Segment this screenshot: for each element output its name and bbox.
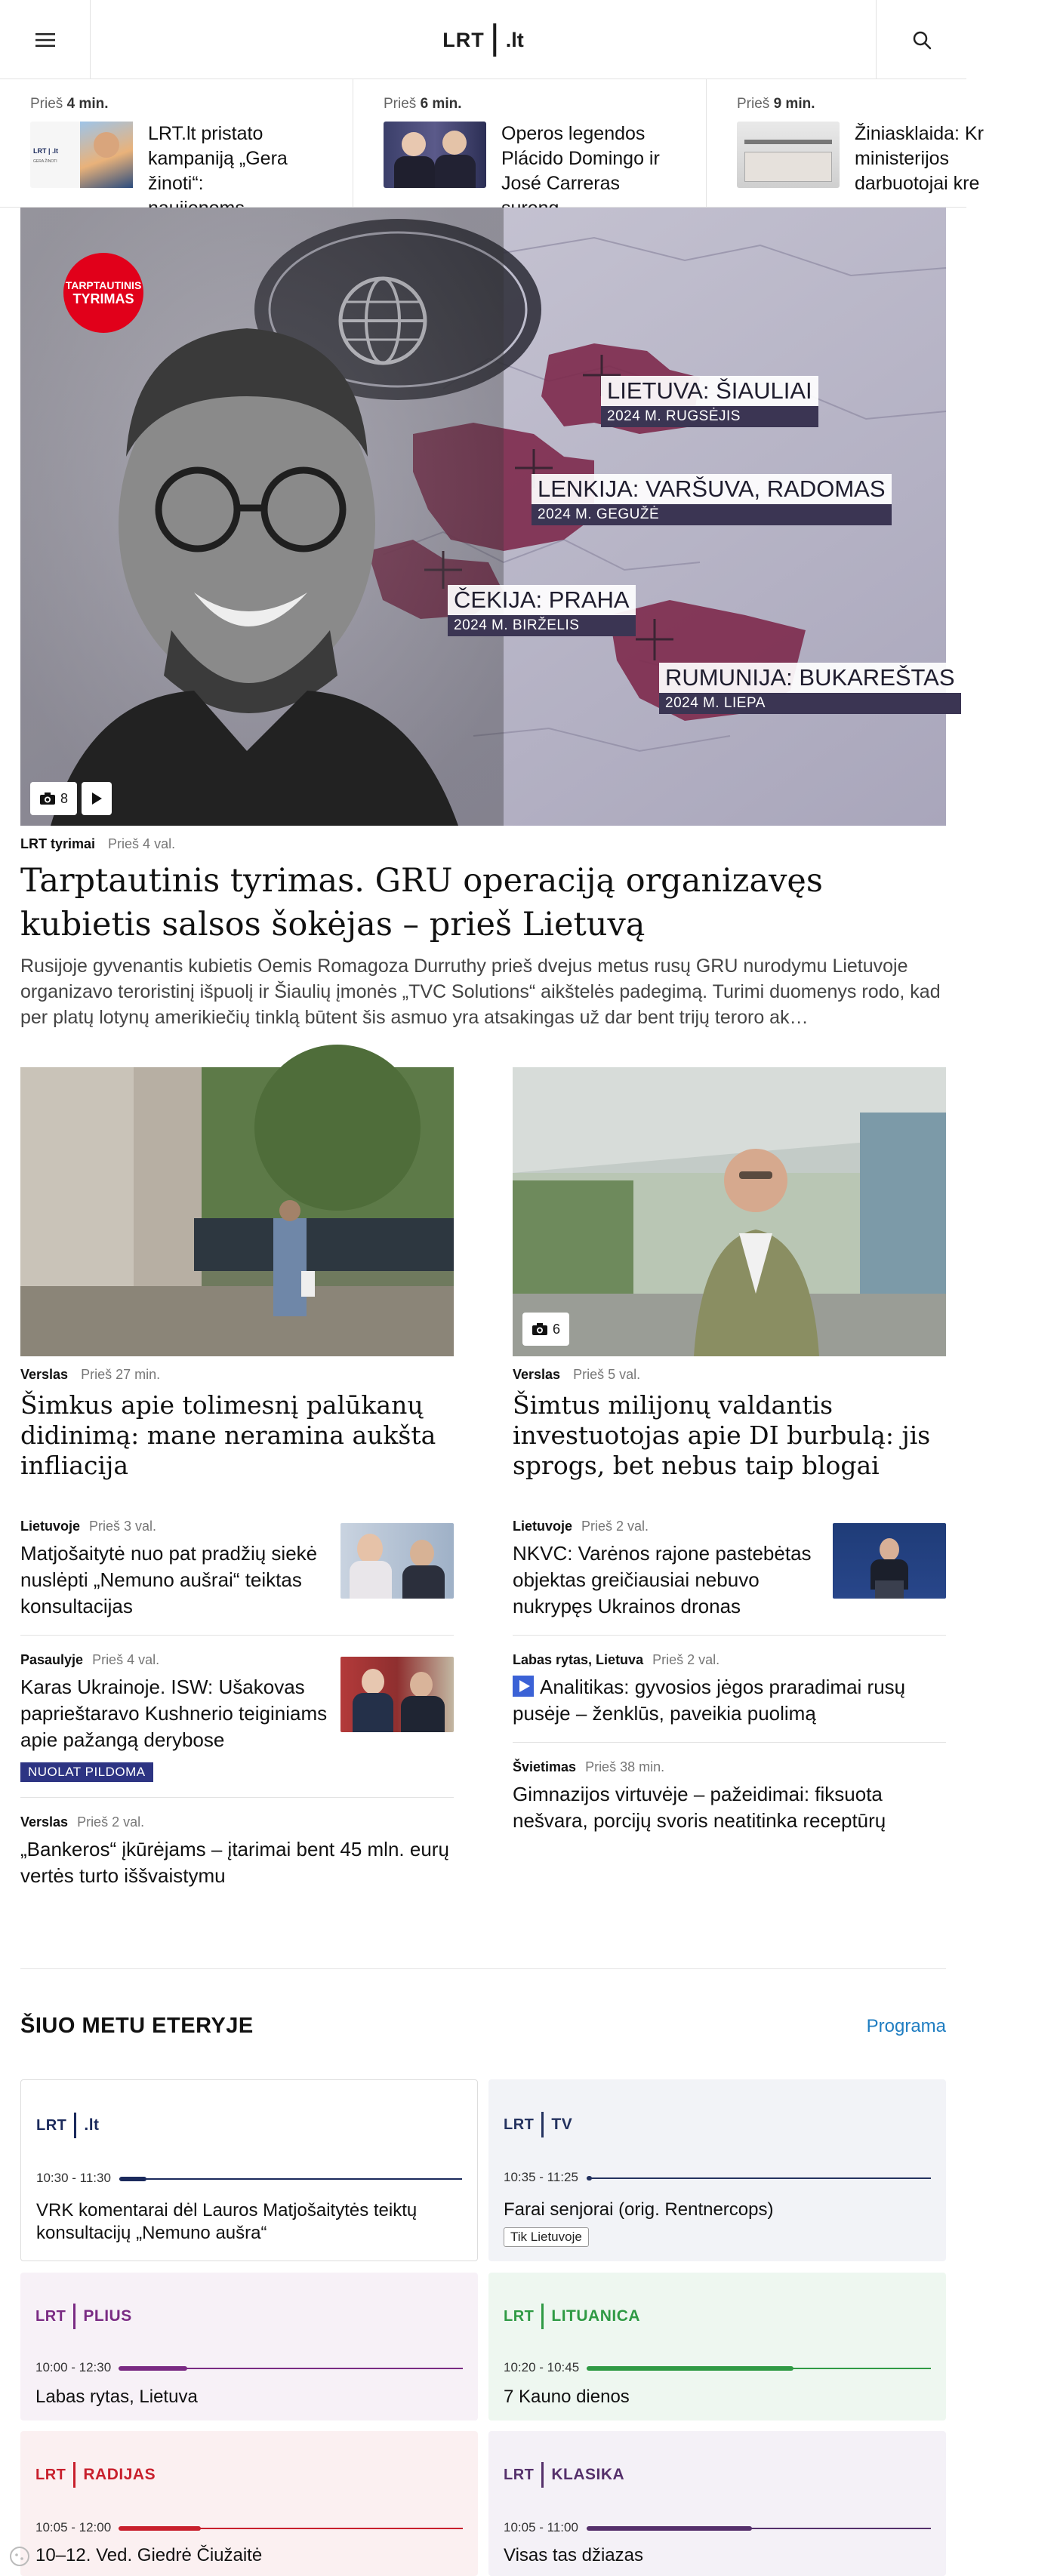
hamburger-menu-icon [35,32,55,48]
photo-count: 6 [553,1321,561,1337]
article-time: Prieš 2 val. [77,1814,145,1830]
article-thumbnail [340,1523,454,1599]
channel-logo: LRT LITUANICA [504,2303,640,2330]
site-logo[interactable] [442,24,523,56]
article-time: Prieš 4 val. [108,836,176,851]
latest-item[interactable] [0,79,353,207]
channel-logo: LRT TV [504,2111,572,2138]
article-meta [20,1367,454,1383]
article-category[interactable]: LRT tyrimai [20,836,96,851]
cookie-settings-icon[interactable] [0,2531,45,2576]
show-progress [587,2368,931,2369]
article-title[interactable]: Šimtus milijonų valdantis investuotojas apie DI burbulą: jis sprogs, bet nebus taip blogai [513,1390,931,1480]
article-meta [513,1367,946,1383]
news-item[interactable] [513,1636,946,1743]
show-progress [587,2177,931,2179]
article-category[interactable]: Verslas [20,1814,69,1830]
latest-time: Prieš 4 min. [30,96,109,112]
latest-time: Prieš 6 min. [384,96,462,112]
gallery-badge[interactable] [30,782,77,815]
channel-logo: LRT .lt [36,2112,100,2139]
article-category[interactable]: Lietuvoje [513,1519,573,1534]
article-category[interactable]: Lietuvoje [20,1519,81,1534]
article-time: Prieš 2 val. [652,1652,720,1667]
video-play-icon [513,1676,534,1697]
article-time: Prieš 4 val. [92,1652,160,1667]
article-title[interactable]: „Bankeros“ įkūrėjams – įtarimai bent 45 mln. eurų vertės turto iššvaistymu [20,1838,449,1887]
article-category[interactable]: Švietimas [513,1759,577,1774]
show-time: 10:30 - 11:30 [36,2171,111,2185]
article-time: Prieš 5 val. [573,1367,641,1382]
article-title[interactable]: Analitikas: gyvosios jėgos praradimai rusų pusėje – ženklūs, paveikia puolimą [513,1676,906,1725]
channel-tile-plius[interactable] [20,2273,478,2421]
video-badge[interactable] [82,782,112,815]
article-category[interactable]: Labas rytas, Lietuva [513,1652,644,1667]
menu-button[interactable] [0,0,91,79]
news-item[interactable] [20,1798,454,1904]
show-time: 10:35 - 11:25 [504,2170,578,2184]
hero-meta [20,836,175,852]
article-image[interactable] [513,1067,946,1356]
channel-tile-radijas[interactable] [20,2431,478,2576]
show-title: Visas tas džiazas [504,2545,643,2565]
article-title[interactable]: Šimkus apie tolimesnį palūkanų didinimą: mane neramina aukšta infliacija [20,1390,436,1480]
news-item[interactable] [20,1502,454,1636]
latest-news-strip [0,79,984,208]
show-time: 10:05 - 12:00 [35,2520,112,2534]
channel-logo: LRT RADIJAS [35,2461,156,2488]
article-time: Prieš 38 min. [585,1759,665,1774]
news-item[interactable] [20,1636,454,1798]
show-title: 7 Kauno dienos [504,2387,630,2407]
channel-tile-lt[interactable] [20,2079,478,2261]
street-photo [20,1067,454,1356]
program-link[interactable]: Programa [866,2016,946,2036]
section-divider [20,1968,946,1969]
logo-divider [494,23,497,57]
channel-logo: LRT KLASIKA [504,2461,624,2488]
show-progress [119,2178,462,2180]
search-button[interactable] [876,0,966,79]
article-category[interactable]: Pasaulyje [20,1652,84,1667]
region-tag: Tik Lietuvoje [504,2227,589,2247]
logo-lrt: LRT [442,28,485,51]
channel-tile-tv[interactable] [488,2079,946,2261]
article-time: Prieš 27 min. [81,1367,161,1382]
latest-title: LRT.lt pristato kampaniją „Gera žinoti“: [148,123,288,194]
media-badges [522,1313,569,1346]
latest-item[interactable] [707,79,1060,207]
media-badges [30,782,112,815]
investigation-badge: TARPTAUTINIS TYRIMAS [63,253,143,333]
article-title[interactable]: Karas Ukrainoje. ISW: Ušakovas paprieštaravo Kushnerio teiginiams apie pažangą derybose [20,1676,328,1751]
latest-title: Operos legendos Plácido Domingo ir José Carreras [501,123,660,194]
article-thumbnail [340,1657,454,1732]
article-category[interactable]: Verslas [20,1367,69,1382]
article-time: Prieš 3 val. [89,1519,157,1534]
live-tag: NUOLAT PILDOMA [20,1762,153,1782]
show-progress [119,2528,463,2529]
play-icon [91,792,103,805]
show-progress [119,2368,463,2369]
hero-title[interactable]: Tarptautinis tyrimas. GRU operaciją organizavęs kubietis salsos šokėjas – prieš Lietuvą [20,862,823,943]
latest-title: Žiniasklaida: Kr ministerijos darbuotojai kre [855,123,984,194]
search-icon [912,30,932,50]
map-label-poland: LENKIJA: VARŠUVA, RADOMAS 2024 M. GEGUŽĖ [532,474,892,525]
show-time: 10:05 - 11:00 [504,2520,578,2534]
map-label-czechia: ČEKIJA: PRAHA 2024 M. BIRŽELIS [448,585,636,636]
show-time: 10:20 - 10:45 [504,2360,580,2374]
article-title[interactable]: Gimnazijos virtuvėje – pažeidimai: fiksuota nešvara, porcijų svoris neatitinka receptūrų [513,1783,886,1832]
site-header [0,0,966,79]
latest-thumbnail: LRT | .lt GERA ŽINOTI [30,122,133,188]
show-title: 10–12. Ved. Giedrė Čiužaitė [35,2545,263,2565]
channel-tile-klasika[interactable] [488,2431,946,2576]
article-time: Prieš 2 val. [581,1519,649,1534]
photo-count: 8 [60,790,69,806]
portrait-photo [513,1067,946,1356]
gallery-badge[interactable] [522,1313,569,1346]
article-thumbnail [833,1523,946,1599]
show-progress [587,2528,931,2529]
camera-icon [532,1322,548,1336]
article-category[interactable]: Verslas [513,1367,561,1382]
news-item[interactable] [513,1743,946,1849]
article-title[interactable]: Matjošaitytė nuo pat pradžių siekė nuslėpti „Nemuno aušrai“ teiktas konsultacijas [20,1542,318,1617]
channel-tile-lituanica[interactable] [488,2273,946,2421]
news-column-right [513,1067,946,1849]
latest-thumbnail [737,122,840,188]
on-air-heading: ŠIUO METU ETERYJE [20,2014,254,2038]
news-column-left [20,1067,454,1904]
hero-image[interactable] [20,208,955,826]
logo-lt: .lt [505,28,524,51]
latest-item[interactable] [353,79,707,207]
news-item[interactable] [513,1502,946,1636]
latest-time: Prieš 9 min. [737,96,815,112]
article-image[interactable] [20,1067,454,1356]
show-title: Farai senjorai (orig. Rentnercops) [504,2199,774,2220]
article-title[interactable]: NKVC: Varėnos rajone pastebėtas objektas greičiausiai nebuvo nukrypęs Ukrainos dronas [513,1542,812,1617]
show-time: 10:00 - 12:30 [35,2360,112,2374]
latest-thumbnail [384,122,486,188]
camera-icon [39,792,56,805]
channel-logo: LRT PLIUS [35,2303,132,2330]
map-label-romania: RUMUNIJA: BUKAREŠTAS 2024 M. LIEPA [659,663,961,714]
show-title: Labas rytas, Lietuva [35,2387,198,2407]
show-title: VRK komentarai dėl Lauros Matjošaitytės teiktų konsultacijų „Nemuno aušra“ [36,2200,418,2243]
hero-lead: Rusijoje gyvenantis kubietis Oemis Romagoza Durruthy prieš dvejus metus rusų GRU nurodymu Lietuvoje organizavo teroristinį išpuolį ir Šiaulių įmonės „TVC Solutions“ aikštelės padegimą. Turimi duomenys rodo, kad per platų lotynų amerikiečių tinklą būtent šis asmuo yra atsakingas už dar bent trijų teroro ak… [20,956,941,1028]
map-label-lithuania: LIETUVA: ŠIAULIAI 2024 M. RUGSĖJIS [601,376,818,427]
